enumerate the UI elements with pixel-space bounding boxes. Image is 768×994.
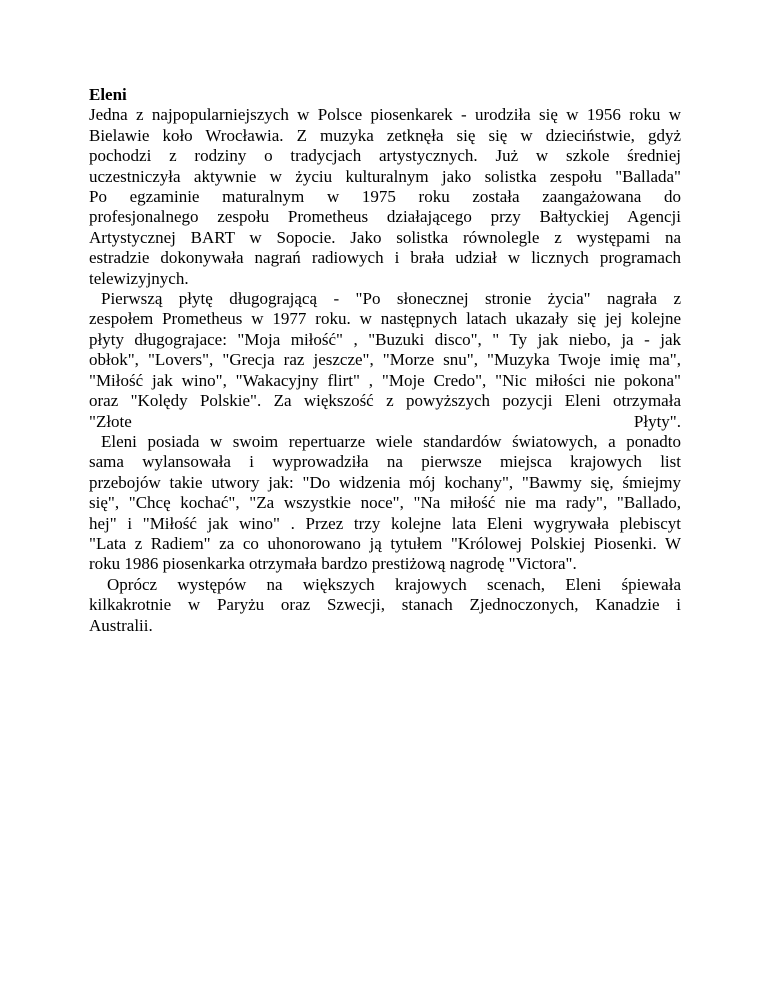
text-line: "Miłość jak wino", "Wakacyjny flirt" , "Moje Credo", "Nic miłości nie pokona" <box>89 370 681 390</box>
text-line: zespołem Prometheus w 1977 roku. w następnych latach ukazały się jej kolejne <box>89 309 681 329</box>
text-line: roku 1986 piosenkarka otrzymała bardzo prestiżową nagrodę "Victora". <box>89 554 577 574</box>
text-line: Oprócz występów na większych krajowych scenach, Eleni śpiewała <box>107 574 681 594</box>
paragraph-international <box>89 575 681 636</box>
text-line: pochodzi z rodziny o tradycjach artystycznych. Już w szkole średniej <box>89 146 681 166</box>
text-line: telewizyjnych. <box>89 268 189 288</box>
text-line: się", "Chcę kochać", "Za wszystkie noce", "Na miłość nie ma rady", "Ballado, <box>89 493 681 513</box>
text-line: "Lata z Radiem" za co uhonorowano ją tytułem "Królowej Polskiej Piosenki. W <box>89 533 681 553</box>
text-line: Pierwszą płytę długogrającą - "Po słonecznej stronie życia" nagrała z <box>101 289 681 309</box>
text-line: uczestniczyła aktywnie w życiu kulturalnym jako solistka zespołu "Ballada" <box>89 166 681 186</box>
text-line: Eleni posiada w swoim repertuarze wiele standardów światowych, a ponadto <box>101 431 681 451</box>
paragraph-albums <box>89 289 681 432</box>
text-line: Jedna z najpopularniejszych w Polsce piosenkarek - urodziła się w 1956 roku w <box>89 105 681 125</box>
text-line: obłok", "Lovers", "Grecja raz jeszcze", "Morze snu", "Muzyka Twoje imię ma", <box>89 350 681 370</box>
text-line: Po egzaminie maturalnym w 1975 roku została zaangażowana do <box>89 187 681 207</box>
text-line: "Złote Płyty". <box>89 411 681 431</box>
text-line: przebojów takie utwory jak: "Do widzenia mój kochany", "Bawmy się, śmiejmy <box>89 472 681 492</box>
text-line: kilkakrotnie w Paryżu oraz Szwecji, stanach Zjednoczonych, Kanadzie i <box>89 595 681 615</box>
paragraph-repertoire <box>89 432 681 575</box>
text-line: Bielawie koło Wrocławia. Z muzyka zetknęła się się w dzieciństwie, gdyż <box>89 125 681 145</box>
text-line: oraz "Kolędy Polskie". Za większość z powyższych pozycji Eleni otrzymała <box>89 391 681 411</box>
paragraph-biography <box>89 105 681 289</box>
document-title: Eleni <box>89 85 127 104</box>
text-line: Australii. <box>89 615 153 635</box>
text-line: sama wylansowała i wyprowadziła na pierwsze miejsca krajowych list <box>89 452 681 472</box>
text-line: estradzie dokonywała nagrań radiowych i brała udział w licznych programach <box>89 248 681 268</box>
text-line: Artystycznej BART w Sopocie. Jako solistka równolegle z występami na <box>89 227 681 247</box>
document-page <box>89 85 681 636</box>
text-line: hej" i "Miłość jak wino" . Przez trzy kolejne lata Eleni wygrywała plebiscyt <box>89 513 681 533</box>
text-line: płyty długograjace: "Moja miłość" , "Buzuki disco", " Ty jak niebo, ja - jak <box>89 329 681 349</box>
text-line: profesjonalnego zespołu Prometheus działającego przy Bałtyckiej Agencji <box>89 207 681 227</box>
